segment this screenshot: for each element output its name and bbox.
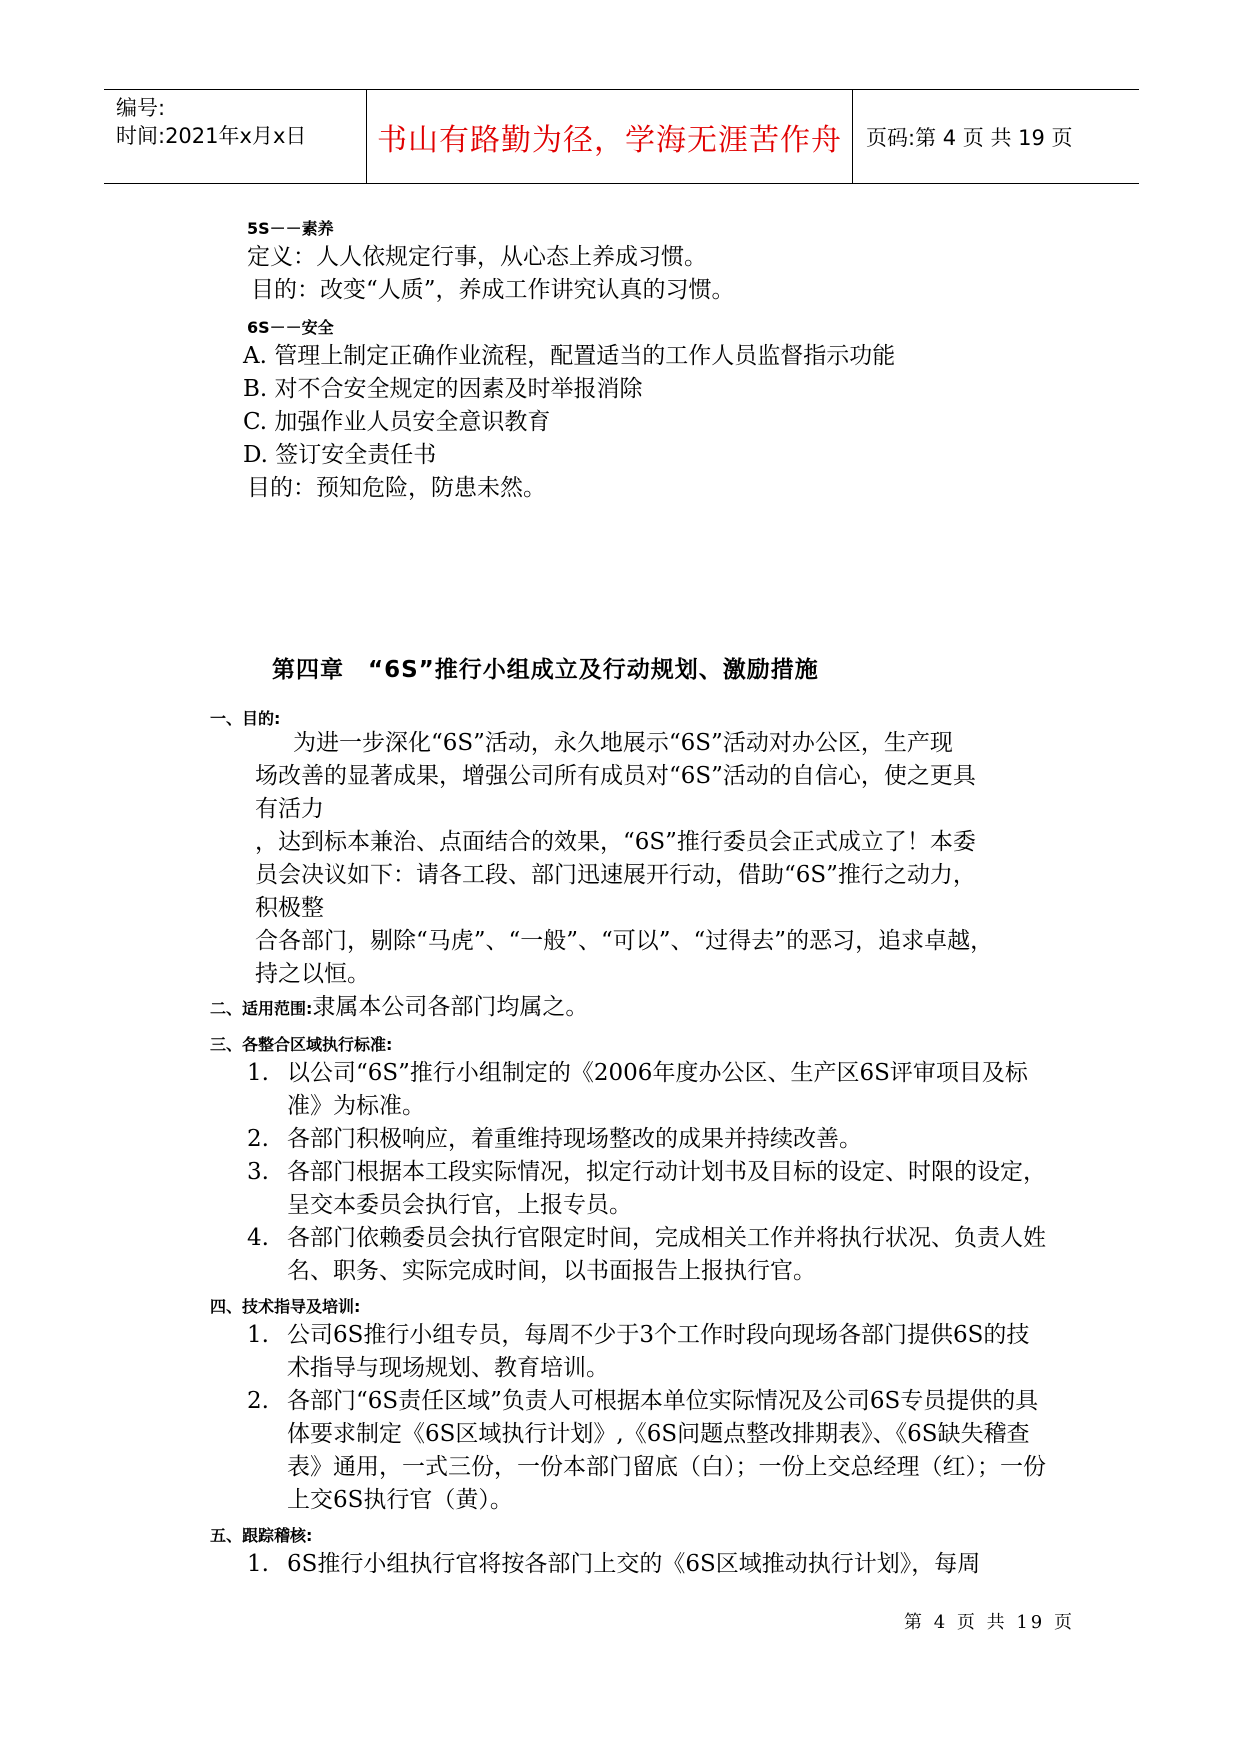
list-item — [247, 1123, 1057, 1156]
list-item-number: 3. — [247, 1159, 269, 1185]
section-title-5s: 5S－－素养 — [247, 219, 334, 238]
section-1-line: 员会决议如下：请各工段、部门迅速展开行动，借助“6S”推行之动力， — [255, 862, 976, 888]
list-item-number: 4. — [247, 1225, 269, 1251]
section-6s-item-b: B. 对不合安全规定的因素及时举报消除 — [243, 376, 643, 402]
section-1-line: 持之以恒。 — [255, 961, 370, 987]
list-item — [247, 1319, 1057, 1385]
section-5s-definition: 定义：人人依规定行事，从心态上养成习惯。 — [247, 244, 707, 270]
list-item-text: 6S推行小组执行官将按各部门上交的《6S区域推动执行计划》，每周 — [287, 1551, 981, 1577]
list-item — [247, 1385, 1057, 1517]
header-motto: 书山有路勤为径，学海无涯苦作舟 — [377, 122, 842, 158]
section-6s-item-c: C. 加强作业人员安全意识教育 — [243, 409, 551, 435]
list-item-text: 各部门依赖委员会执行官限定时间，完成相关工作并将执行状况、负责人姓名、职务、实际完成时间，以书面报告上报执行官。 — [287, 1225, 1046, 1284]
list-item-number: 1. — [247, 1060, 269, 1086]
list-item — [247, 1156, 1057, 1222]
section-1-heading: 一、目的: — [210, 709, 281, 728]
section-1-line: 场改善的显著成果，增强公司所有成员对“6S”活动的自信心，使之更具 — [255, 763, 976, 789]
header-page-info: 页码:第 4 页 共 19 页 — [866, 125, 1073, 150]
page-footer: 第 4 页 共 19 页 — [904, 1612, 1075, 1633]
header-divider — [852, 90, 853, 183]
doc-time-label: 时间:2021年x月x日 — [116, 124, 307, 148]
section-1-line: ，达到标本兼治、点面结合的效果，“6S”推行委员会正式成立了！本委 — [255, 829, 976, 855]
list-item-text: 各部门“6S责任区域”负责人可根据本单位实际情况及公司6S专员提供的具体要求制定《6S区域执行计划》,《6S问题点整改排期表》、《6S缺失稽查表》通用，一式三份，一份本部门留底（白）；一份上交总经理（红）；一份上交6S执行官（黄）。 — [287, 1388, 1046, 1513]
list-item-text: 各部门积极响应，着重维持现场整改的成果并持续改善。 — [287, 1126, 862, 1152]
list-item-text: 公司6S推行小组专员，每周不少于3个工作时段向现场各部门提供6S的技术指导与现场规划、教育培训。 — [287, 1322, 1030, 1381]
section-2 — [210, 991, 588, 1025]
section-1-line: 合各部门，剔除“马虎”、“一般”、“可以”、“过得去”的恶习，追求卓越， — [255, 928, 994, 954]
list-item-number: 2. — [247, 1126, 269, 1152]
page-header — [104, 89, 1139, 184]
section-title-6s: 6S－－安全 — [247, 318, 334, 337]
section-6s-goal: 目的：预知危险，防患未然。 — [247, 475, 546, 501]
section-1-line: 为进一步深化“6S”活动，永久地展示“6S”活动对办公区，生产现 — [293, 730, 953, 756]
header-left-cell — [116, 94, 366, 150]
list-item — [247, 1548, 1057, 1581]
list-item-number: 1. — [247, 1322, 269, 1348]
list-item-number: 2. — [247, 1388, 269, 1414]
list-item — [247, 1057, 1057, 1123]
doc-number-label: 编号: — [116, 96, 166, 120]
section-6s-item-d: D. 签订安全责任书 — [243, 442, 437, 468]
list-item — [247, 1222, 1057, 1288]
list-item-text: 各部门根据本工段实际情况，拟定行动计划书及目标的设定、时限的设定，呈交本委员会执行官，上报专员。 — [287, 1159, 1046, 1218]
section-1-line: 积极整 — [255, 895, 324, 921]
section-5-heading: 五、跟踪稽核: — [210, 1526, 313, 1545]
section-2-text: 隶属本公司各部门均属之。 — [312, 994, 589, 1020]
section-6s-item-a: A. 管理上制定正确作业流程，配置适当的工作人员监督指示功能 — [243, 343, 896, 369]
section-2-heading: 二、适用范围: — [210, 999, 313, 1018]
chapter-title: 第四章 “6S”推行小组成立及行动规划、激励措施 — [272, 657, 819, 683]
list-item-text: 以公司“6S”推行小组制定的《2006年度办公区、生产区6S评审项目及标准》为标准。 — [287, 1060, 1028, 1119]
section-5s-goal: 目的：改变“人质”，养成工作讲究认真的习惯。 — [251, 277, 735, 303]
section-3-heading: 三、各整合区域执行标准: — [210, 1035, 393, 1054]
section-1-line: 有活力 — [255, 796, 324, 822]
section-4-heading: 四、技术指导及培训: — [210, 1297, 361, 1316]
list-item-number: 1. — [247, 1551, 269, 1577]
